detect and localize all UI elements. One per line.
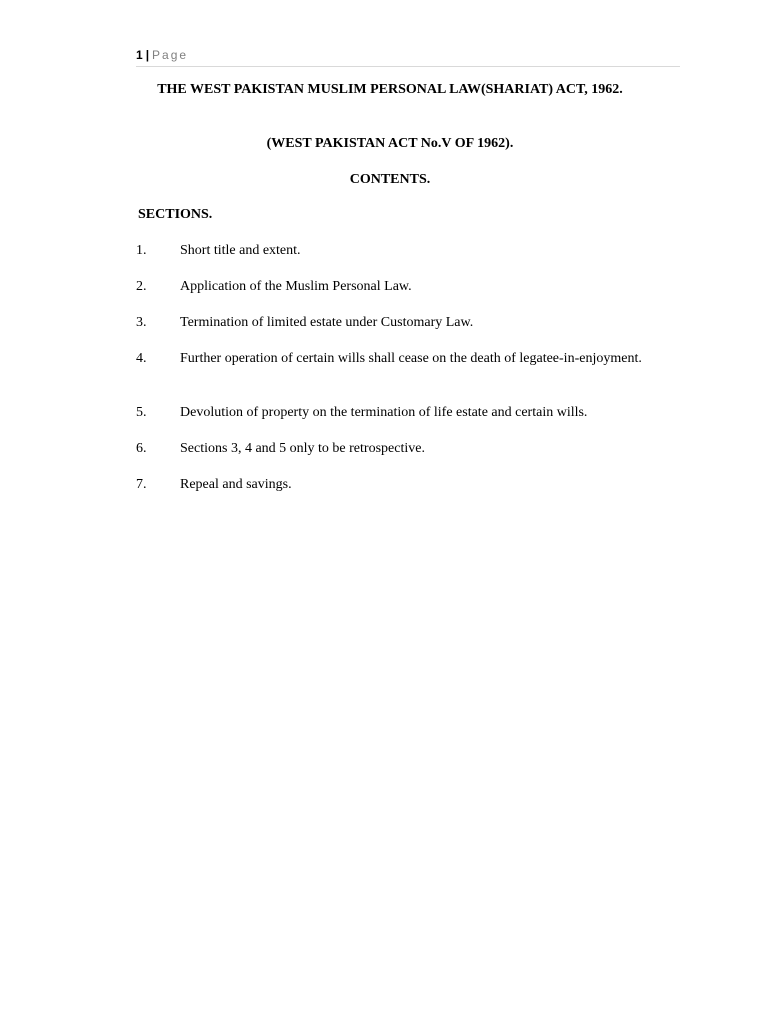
page-separator: |	[145, 48, 150, 62]
section-item	[136, 315, 644, 331]
document-title: THE WEST PAKISTAN MUSLIM PERSONAL LAW(SHARIAT) ACT, 1962.	[157, 82, 623, 97]
sections-heading: SECTIONS.	[138, 207, 213, 222]
section-number: 2.	[136, 279, 147, 294]
act-reference: (WEST PAKISTAN ACT No.V OF 1962).	[266, 136, 514, 151]
section-title: Further operation of certain wills shall cease on the death of legatee-in-enjoyment.	[180, 351, 642, 366]
section-number: 1.	[136, 243, 147, 258]
section-number: 7.	[136, 477, 147, 492]
section-number: 5.	[136, 405, 147, 420]
section-item	[136, 405, 644, 421]
section-number: 4.	[136, 351, 147, 366]
section-number: 3.	[136, 315, 147, 330]
section-item	[136, 477, 644, 493]
section-title: Short title and extent.	[180, 243, 301, 258]
section-title: Repeal and savings.	[180, 477, 292, 492]
section-number: 6.	[136, 441, 147, 456]
page-label: Page	[152, 48, 189, 62]
section-title: Sections 3, 4 and 5 only to be retrospective.	[180, 441, 425, 456]
section-item	[136, 441, 644, 457]
section-title: Devolution of property on the termination of life estate and certain wills.	[180, 405, 588, 420]
section-item	[136, 279, 644, 295]
contents-heading: CONTENTS.	[349, 172, 431, 187]
section-item	[136, 351, 644, 367]
section-title: Termination of limited estate under Customary Law.	[180, 315, 474, 330]
section-title: Application of the Muslim Personal Law.	[180, 279, 412, 294]
page-number: 1	[136, 48, 143, 62]
page-header	[136, 46, 680, 67]
section-item	[136, 243, 644, 259]
